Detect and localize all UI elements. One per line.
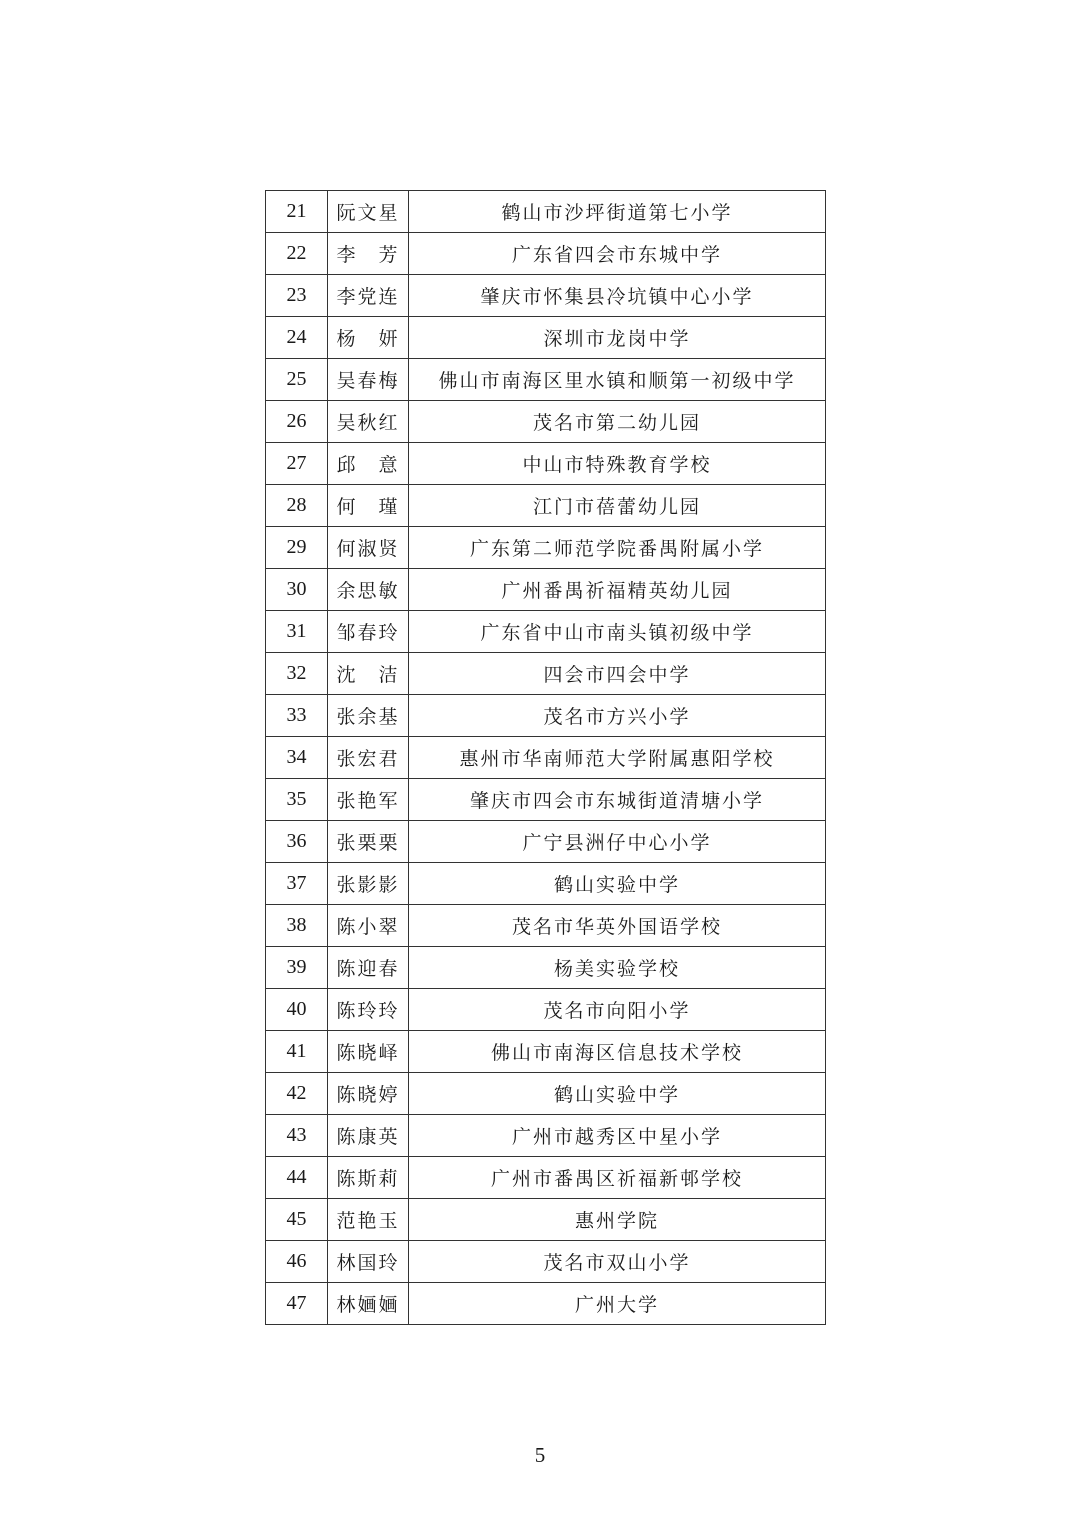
school-name: 茂名市方兴小学 (409, 695, 826, 737)
row-number: 33 (266, 695, 328, 737)
table-row (266, 821, 826, 863)
table-row (266, 1283, 826, 1325)
table-row (266, 569, 826, 611)
row-number: 40 (266, 989, 328, 1031)
person-name: 邹春玲 (328, 611, 409, 653)
school-name: 广州市番禺区祈福新邨学校 (409, 1157, 826, 1199)
school-name: 鹤山实验中学 (409, 1073, 826, 1115)
school-name: 惠州市华南师范大学附属惠阳学校 (409, 737, 826, 779)
row-number: 25 (266, 359, 328, 401)
row-number: 41 (266, 1031, 328, 1073)
school-name: 茂名市第二幼儿园 (409, 401, 826, 443)
row-number: 28 (266, 485, 328, 527)
person-name: 陈康英 (328, 1115, 409, 1157)
person-name: 陈晓峄 (328, 1031, 409, 1073)
school-name: 深圳市龙岗中学 (409, 317, 826, 359)
person-name: 余思敏 (328, 569, 409, 611)
row-number: 30 (266, 569, 328, 611)
table-row (266, 779, 826, 821)
person-name: 阮文星 (328, 191, 409, 233)
school-name: 肇庆市怀集县冷坑镇中心小学 (409, 275, 826, 317)
school-name: 广州市越秀区中星小学 (409, 1115, 826, 1157)
row-number: 26 (266, 401, 328, 443)
table-row (266, 695, 826, 737)
school-name: 杨美实验学校 (409, 947, 826, 989)
person-name: 吴秋红 (328, 401, 409, 443)
table-row (266, 191, 826, 233)
person-name: 陈玲玲 (328, 989, 409, 1031)
school-name: 广宁县洲仔中心小学 (409, 821, 826, 863)
table-row (266, 737, 826, 779)
row-number: 27 (266, 443, 328, 485)
row-number: 38 (266, 905, 328, 947)
person-name: 张宏君 (328, 737, 409, 779)
row-number: 34 (266, 737, 328, 779)
school-name: 广东省四会市东城中学 (409, 233, 826, 275)
row-number: 44 (266, 1157, 328, 1199)
row-number: 46 (266, 1241, 328, 1283)
page-number: 5 (534, 1443, 546, 1467)
table-row (266, 275, 826, 317)
row-number: 31 (266, 611, 328, 653)
school-name: 中山市特殊教育学校 (409, 443, 826, 485)
roster-table-body (266, 191, 826, 1325)
table-row (266, 317, 826, 359)
person-name: 陈斯莉 (328, 1157, 409, 1199)
table-row (266, 653, 826, 695)
row-number: 23 (266, 275, 328, 317)
school-name: 佛山市南海区里水镇和顺第一初级中学 (409, 359, 826, 401)
school-name: 佛山市南海区信息技术学校 (409, 1031, 826, 1073)
table-row (266, 401, 826, 443)
school-name: 茂名市向阳小学 (409, 989, 826, 1031)
table-row (266, 1073, 826, 1115)
table-row (266, 1115, 826, 1157)
school-name: 四会市四会中学 (409, 653, 826, 695)
person-name: 张影影 (328, 863, 409, 905)
person-name: 杨 妍 (328, 317, 409, 359)
person-name: 李党连 (328, 275, 409, 317)
school-name: 茂名市华英外国语学校 (409, 905, 826, 947)
person-name: 沈 洁 (328, 653, 409, 695)
person-name: 邱 意 (328, 443, 409, 485)
row-number: 43 (266, 1115, 328, 1157)
row-number: 22 (266, 233, 328, 275)
row-number: 24 (266, 317, 328, 359)
row-number: 45 (266, 1199, 328, 1241)
table-row (266, 947, 826, 989)
row-number: 32 (266, 653, 328, 695)
row-number: 42 (266, 1073, 328, 1115)
row-number: 21 (266, 191, 328, 233)
row-number: 37 (266, 863, 328, 905)
table-row (266, 443, 826, 485)
person-name: 李 芳 (328, 233, 409, 275)
row-number: 47 (266, 1283, 328, 1325)
table-row (266, 863, 826, 905)
person-name: 林婳婳 (328, 1283, 409, 1325)
person-name: 张余基 (328, 695, 409, 737)
school-name: 广州番禺祈福精英幼儿园 (409, 569, 826, 611)
table-row (266, 611, 826, 653)
school-name: 鹤山市沙坪街道第七小学 (409, 191, 826, 233)
school-name: 江门市蓓蕾幼儿园 (409, 485, 826, 527)
person-name: 吴春梅 (328, 359, 409, 401)
person-name: 何淑贤 (328, 527, 409, 569)
table-row (266, 233, 826, 275)
school-name: 肇庆市四会市东城街道清塘小学 (409, 779, 826, 821)
table-row (266, 989, 826, 1031)
school-name: 广州大学 (409, 1283, 826, 1325)
person-name: 林国玲 (328, 1241, 409, 1283)
person-name: 何 瑾 (328, 485, 409, 527)
person-name: 陈迎春 (328, 947, 409, 989)
school-name: 广东第二师范学院番禺附属小学 (409, 527, 826, 569)
table-row (266, 359, 826, 401)
school-name: 茂名市双山小学 (409, 1241, 826, 1283)
row-number: 35 (266, 779, 328, 821)
table-row (266, 485, 826, 527)
person-name: 张艳军 (328, 779, 409, 821)
school-name: 鹤山实验中学 (409, 863, 826, 905)
table-row (266, 1031, 826, 1073)
person-name: 陈晓婷 (328, 1073, 409, 1115)
row-number: 29 (266, 527, 328, 569)
table-row (266, 905, 826, 947)
row-number: 36 (266, 821, 328, 863)
person-name: 范艳玉 (328, 1199, 409, 1241)
roster-table (265, 190, 826, 1325)
table-row (266, 1199, 826, 1241)
person-name: 陈小翠 (328, 905, 409, 947)
school-name: 惠州学院 (409, 1199, 826, 1241)
row-number: 39 (266, 947, 328, 989)
school-name: 广东省中山市南头镇初级中学 (409, 611, 826, 653)
table-row (266, 1157, 826, 1199)
person-name: 张栗栗 (328, 821, 409, 863)
table-row (266, 527, 826, 569)
table-row (266, 1241, 826, 1283)
